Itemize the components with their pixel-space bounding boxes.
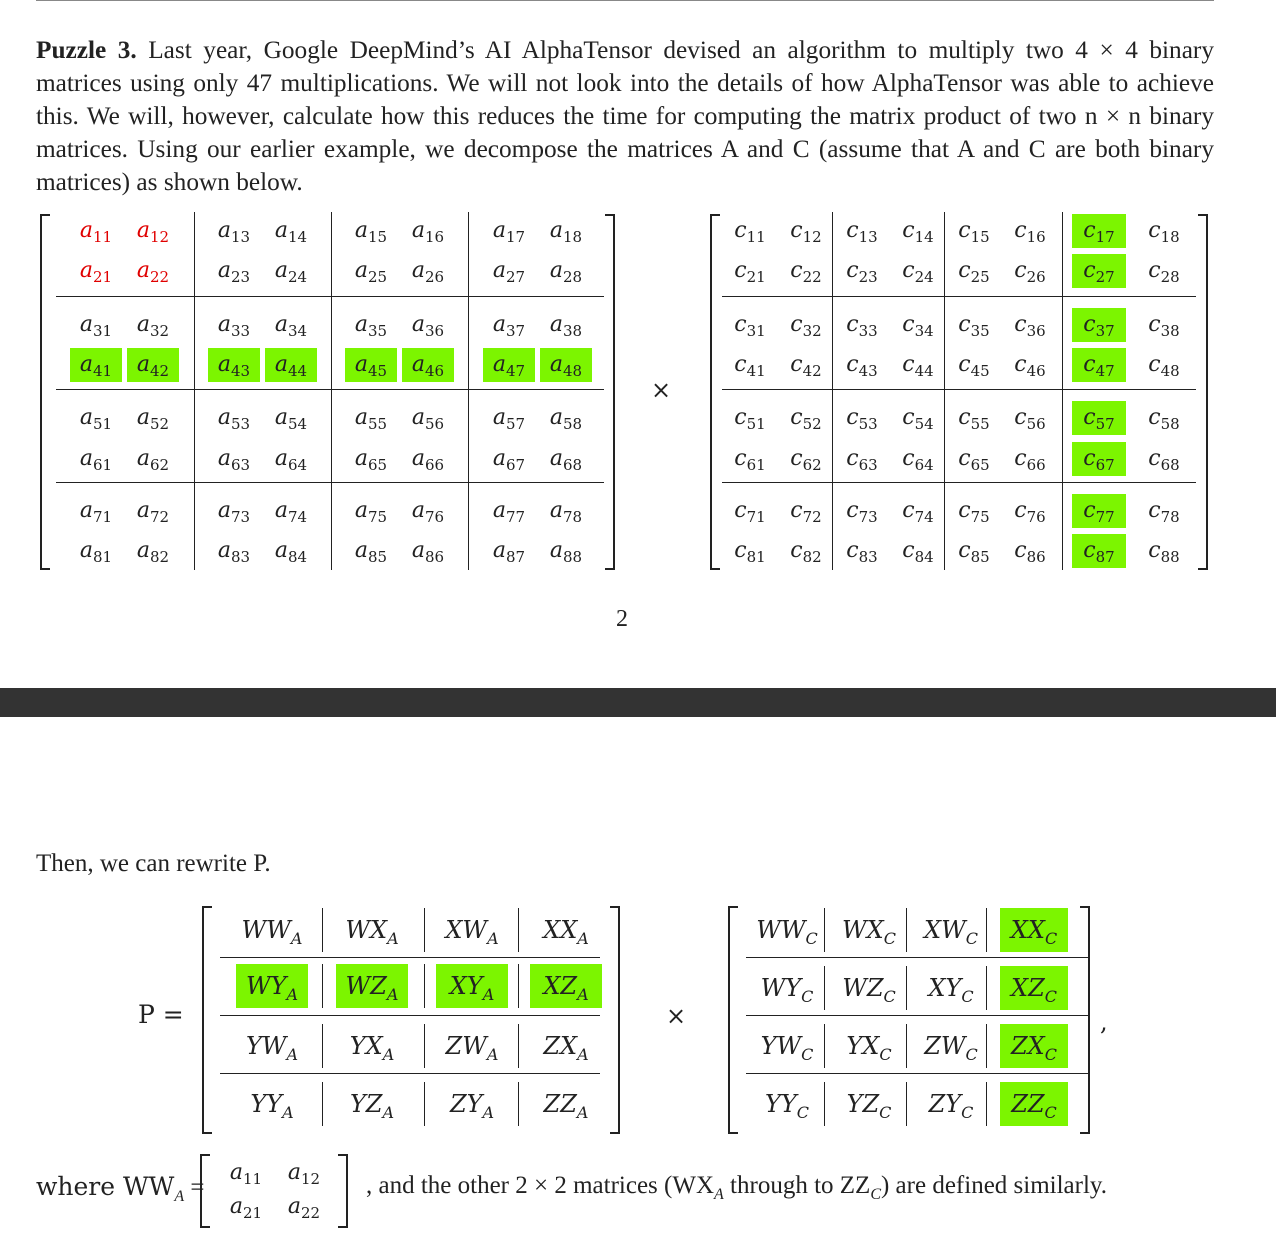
- matrix-a-left-bracket: [40, 214, 50, 570]
- matrix-a-cell: $a_{56}$: [411, 405, 445, 433]
- matrix-c-cell: $c_{47}$: [1072, 348, 1126, 382]
- block-a-vsep: [424, 1024, 425, 1068]
- block-c-hsep: [746, 1015, 1088, 1016]
- matrix-a-cell: $a_{27}$: [492, 258, 526, 286]
- matrix-a-cell: $a_{36}$: [411, 312, 445, 340]
- matrix-a-cell: $a_{71}$: [79, 498, 113, 526]
- matrix-a-cell: $a_{72}$: [136, 498, 170, 526]
- matrix-a-cell: $a_{42}$: [127, 348, 179, 382]
- matrix-a-cell: $a_{44}$: [265, 348, 317, 382]
- block-a-vsep: [518, 1024, 519, 1068]
- ww-matrix-cell: $a_{11}$: [229, 1160, 263, 1188]
- matrix-c-cell: $c_{86}$: [1014, 538, 1046, 566]
- matrix-a-cell: $a_{74}$: [274, 498, 308, 526]
- matrix-a-cell: $a_{35}$: [354, 312, 388, 340]
- matrix-a-cell: $a_{86}$: [411, 538, 445, 566]
- top-rule: [36, 0, 1214, 1]
- matrix-c-cell: $c_{41}$: [734, 352, 766, 380]
- matrix-c-right-bracket: [1198, 214, 1208, 570]
- matrix-a-cell: $a_{53}$: [217, 405, 251, 433]
- tail-text-1: , and the other 2 × 2 matrices (WX: [366, 1172, 715, 1199]
- matrix-a-cell: $a_{66}$: [411, 446, 445, 474]
- block-c-cell: $WW_C$: [756, 916, 818, 948]
- matrix-a-cell: $a_{24}$: [274, 258, 308, 286]
- matrix-c-cell: $c_{25}$: [958, 258, 990, 286]
- matrix-a-cell: $a_{32}$: [136, 312, 170, 340]
- matrix-c-cell: $c_{51}$: [734, 405, 766, 433]
- block-c-cell: $YW_C$: [760, 1032, 814, 1064]
- matrix-c-cell: $c_{55}$: [958, 405, 990, 433]
- block-a-cell: $XW_A$: [445, 916, 499, 948]
- matrix-c-cell: $c_{64}$: [902, 446, 934, 474]
- tail-sub-2: C: [870, 1186, 881, 1203]
- matrix-c-cell: $c_{82}$: [790, 538, 822, 566]
- tail-text-3: ) are defined similarly.: [880, 1172, 1108, 1199]
- matrix-c-cell: $c_{68}$: [1148, 446, 1180, 474]
- block-a-cell: $YZ_A$: [349, 1090, 395, 1122]
- block-a-vsep: [322, 964, 323, 1008]
- matrix-c-cell: $c_{52}$: [790, 405, 822, 433]
- block-a-cell: $YY_A$: [250, 1090, 294, 1122]
- tail-text-2: through to ZZ: [723, 1172, 871, 1199]
- matrix-c-cell: $c_{81}$: [734, 538, 766, 566]
- matrix-a-cell: $a_{11}$: [79, 218, 113, 246]
- matrix-a-cell: $a_{15}$: [354, 218, 388, 246]
- block-c-hsep: [746, 1073, 1088, 1074]
- matrix-a-cell: $a_{26}$: [411, 258, 445, 286]
- matrix-c-vsep: [832, 212, 833, 570]
- matrix-c-hsep: [722, 389, 1196, 390]
- block-c-cell: $YY_C$: [765, 1090, 809, 1122]
- matrix-a-vsep: [331, 212, 332, 570]
- matrix-c-hsep: [722, 482, 1196, 483]
- block-c-vsep: [906, 1082, 907, 1126]
- block-c-cell: $WX_C$: [841, 916, 896, 948]
- block-a-cell: $XX_A$: [543, 916, 589, 948]
- matrix-a-cell: $a_{65}$: [354, 446, 388, 474]
- matrix-c-cell: $c_{12}$: [790, 218, 822, 246]
- matrix-c-cell: $c_{44}$: [902, 352, 934, 380]
- block-a-vsep: [322, 1024, 323, 1068]
- block-a-cell: $ZY_A$: [449, 1090, 495, 1122]
- matrix-c-cell: $c_{15}$: [958, 218, 990, 246]
- matrix-c-cell: $c_{71}$: [734, 498, 766, 526]
- matrix-c-cell: $c_{61}$: [734, 446, 766, 474]
- matrix-c-cell: $c_{18}$: [1148, 218, 1180, 246]
- matrix-c-cell: $c_{85}$: [958, 538, 990, 566]
- matrix-c-cell: $c_{76}$: [1014, 498, 1046, 526]
- matrix-a-cell: $a_{87}$: [492, 538, 526, 566]
- block-c-cell: $WY_C$: [760, 974, 814, 1006]
- then-text: Then, we can rewrite P.: [36, 850, 271, 877]
- block-a-cell: $XY_A$: [436, 964, 508, 1008]
- matrix-c-cell: $c_{23}$: [846, 258, 878, 286]
- matrix-c-cell: $c_{75}$: [958, 498, 990, 526]
- matrix-a-cell: $a_{22}$: [136, 258, 170, 286]
- block-c-vsep: [906, 1024, 907, 1068]
- matrix-a-cell: $a_{57}$: [492, 405, 526, 433]
- matrix-a-cell: $a_{58}$: [549, 405, 583, 433]
- block-a-vsep: [322, 908, 323, 952]
- matrix-a-cell: $a_{16}$: [411, 218, 445, 246]
- block-c-vsep: [986, 1024, 987, 1068]
- matrix-c-cell: $c_{36}$: [1014, 312, 1046, 340]
- matrix-c-cell: $c_{35}$: [958, 312, 990, 340]
- where-text: where WW: [36, 1172, 175, 1201]
- matrix-a-cell: $a_{37}$: [492, 312, 526, 340]
- block-a-cell: $YX_A$: [349, 1032, 395, 1064]
- where-label: [36, 1172, 205, 1206]
- matrix-c-cell: $c_{21}$: [734, 258, 766, 286]
- block-c-cell: $XW_C$: [923, 916, 978, 948]
- block-c-cell: $YX_C$: [846, 1032, 892, 1064]
- matrix-a-cell: $a_{61}$: [79, 446, 113, 474]
- matrix-a-hsep: [56, 389, 604, 390]
- block-a-cell: $WY_A$: [236, 964, 308, 1008]
- matrix-a-cell: $a_{64}$: [274, 446, 308, 474]
- block-a-cell: $WW_A$: [241, 916, 303, 948]
- where-eq: =: [190, 1174, 205, 1201]
- tail-sub-1: A: [714, 1186, 724, 1203]
- matrix-a-cell: $a_{21}$: [79, 258, 113, 286]
- matrix-a-cell: $a_{13}$: [217, 218, 251, 246]
- matrix-a-cell: $a_{51}$: [79, 405, 113, 433]
- ww-matrix-cell: $a_{12}$: [287, 1160, 321, 1188]
- matrix-a-right-bracket: [605, 214, 615, 570]
- block-c-left-bracket: [728, 906, 738, 1134]
- page-number: 2: [616, 606, 628, 632]
- matrix-a-hsep: [56, 482, 604, 483]
- block-a-cell: $ZX_A$: [543, 1032, 589, 1064]
- matrix-c-cell: $c_{28}$: [1148, 258, 1180, 286]
- where-sub: A: [174, 1188, 185, 1205]
- matrix-c-cell: $c_{54}$: [902, 405, 934, 433]
- matrix-c-cell: $c_{32}$: [790, 312, 822, 340]
- matrix-c-cell: $c_{84}$: [902, 538, 934, 566]
- block-c-cell: $ZZ_C$: [1000, 1082, 1068, 1126]
- page-divider: [0, 688, 1276, 717]
- matrix-a-cell: $a_{88}$: [549, 538, 583, 566]
- matrix-a-cell: $a_{48}$: [540, 348, 592, 382]
- matrix-c-cell: $c_{77}$: [1072, 494, 1126, 528]
- matrix-c-cell: $c_{74}$: [902, 498, 934, 526]
- puzzle-text: Last year, Google DeepMind’s AI AlphaTensor devised an algorithm to multiply two 4 × 4 binary matrices using only 47 multiplications. We will not look into the details of how AlphaTensor was able to achieve this. We will, however, calculate how this reduces the time for computing the matrix product of two n × n binary matrices. Using our earlier example, we decompose the matrices A and C (assume that A and C are both binary matrices) as shown below.: [36, 36, 1214, 196]
- block-a-hsep: [220, 1015, 600, 1016]
- matrix-a-cell: $a_{85}$: [354, 538, 388, 566]
- matrix-c-cell: $c_{73}$: [846, 498, 878, 526]
- matrix-a-cell: $a_{45}$: [345, 348, 397, 382]
- matrix-a-cell: $a_{12}$: [136, 218, 170, 246]
- tail-text: [366, 1172, 1107, 1204]
- block-c-cell: $YZ_C$: [846, 1090, 892, 1122]
- block-c-vsep: [824, 1024, 825, 1068]
- matrix-a-cell: $a_{34}$: [274, 312, 308, 340]
- matrix-a-cell: $a_{23}$: [217, 258, 251, 286]
- block-a-vsep: [424, 1082, 425, 1126]
- block-c-vsep: [986, 1082, 987, 1126]
- block-a-vsep: [322, 1082, 323, 1126]
- block-c-vsep: [906, 966, 907, 1010]
- block-a-vsep: [518, 908, 519, 952]
- puzzle-paragraph: [36, 34, 1214, 199]
- matrix-a-cell: $a_{18}$: [549, 218, 583, 246]
- block-a-vsep: [518, 964, 519, 1008]
- block-a-cell: $WX_A$: [345, 916, 399, 948]
- block-c-vsep: [986, 966, 987, 1010]
- matrix-c-cell: $c_{22}$: [790, 258, 822, 286]
- block-a-hsep: [220, 1073, 600, 1074]
- matrix-c-cell: $c_{78}$: [1148, 498, 1180, 526]
- matrix-c-cell: $c_{17}$: [1072, 214, 1126, 248]
- block-c-cell: $XY_C$: [928, 974, 974, 1006]
- block-c-vsep: [986, 908, 987, 952]
- block-a-vsep: [518, 1082, 519, 1126]
- matrix-a-cell: $a_{43}$: [208, 348, 260, 382]
- matrix-c-cell: $c_{58}$: [1148, 405, 1180, 433]
- matrix-c-cell: $c_{38}$: [1148, 312, 1180, 340]
- matrix-a-cell: $a_{54}$: [274, 405, 308, 433]
- matrix-c-cell: $c_{34}$: [902, 312, 934, 340]
- matrix-a-cell: $a_{81}$: [79, 538, 113, 566]
- matrix-c-cell: $c_{88}$: [1148, 538, 1180, 566]
- matrix-c-vsep: [1062, 212, 1063, 570]
- matrix-a-cell: $a_{33}$: [217, 312, 251, 340]
- matrix-c-cell: $c_{67}$: [1072, 442, 1126, 476]
- matrix-c-cell: $c_{37}$: [1072, 308, 1126, 342]
- block-c-vsep: [824, 966, 825, 1010]
- trailing-comma: ,: [1100, 1008, 1108, 1036]
- matrix-a-cell: $a_{83}$: [217, 538, 251, 566]
- matrix-a-cell: $a_{63}$: [217, 446, 251, 474]
- block-c-vsep: [906, 908, 907, 952]
- matrix-c-left-bracket: [710, 214, 720, 570]
- matrix-c-cell: $c_{45}$: [958, 352, 990, 380]
- block-c-cell: $ZW_C$: [924, 1032, 978, 1064]
- matrix-a-cell: $a_{17}$: [492, 218, 526, 246]
- matrix-a-cell: $a_{62}$: [136, 446, 170, 474]
- matrix-c-cell: $c_{83}$: [846, 538, 878, 566]
- matrix-c-cell: $c_{13}$: [846, 218, 878, 246]
- matrix-c-cell: $c_{31}$: [734, 312, 766, 340]
- matrix-a-vsep: [194, 212, 195, 570]
- matrix-a-cell: $a_{47}$: [483, 348, 535, 382]
- matrix-a-cell: $a_{76}$: [411, 498, 445, 526]
- matrix-a-cell: $a_{31}$: [79, 312, 113, 340]
- matrix-c-cell: $c_{63}$: [846, 446, 878, 474]
- block-c-right-bracket: [1080, 906, 1090, 1134]
- block-a-cell: $XZ_A$: [530, 964, 602, 1008]
- block-a-vsep: [424, 908, 425, 952]
- matrix-a-cell: $a_{82}$: [136, 538, 170, 566]
- matrix-c-vsep: [944, 212, 945, 570]
- matrix-a-cell: $a_{67}$: [492, 446, 526, 474]
- matrix-c-cell: $c_{43}$: [846, 352, 878, 380]
- matrix-a-cell: $a_{41}$: [70, 348, 122, 382]
- matrix-a-cell: $a_{14}$: [274, 218, 308, 246]
- matrix-c-cell: $c_{11}$: [734, 218, 766, 246]
- matrix-a-cell: $a_{28}$: [549, 258, 583, 286]
- block-c-cell: $XX_C$: [1000, 908, 1068, 952]
- ww-matrix-cell: $a_{22}$: [287, 1194, 321, 1222]
- times-symbol-1: ×: [651, 376, 672, 404]
- matrix-c-cell: $c_{53}$: [846, 405, 878, 433]
- block-a-right-bracket: [610, 906, 620, 1134]
- block-c-cell: $ZY_C$: [928, 1090, 974, 1122]
- matrix-a-cell: $a_{75}$: [354, 498, 388, 526]
- matrix-c-cell: $c_{65}$: [958, 446, 990, 474]
- block-a-vsep: [424, 964, 425, 1008]
- matrix-c-cell: $c_{66}$: [1014, 446, 1046, 474]
- matrix-a-cell: $a_{78}$: [549, 498, 583, 526]
- block-c-hsep: [746, 957, 1088, 958]
- block-a-cell: $ZW_A$: [445, 1032, 499, 1064]
- matrix-c-cell: $c_{57}$: [1072, 401, 1126, 435]
- matrix-a-cell: $a_{38}$: [549, 312, 583, 340]
- p-label: P =: [138, 1000, 184, 1029]
- matrix-a-hsep: [56, 296, 604, 297]
- matrix-a-cell: $a_{77}$: [492, 498, 526, 526]
- block-a-cell: $YW_A$: [245, 1032, 299, 1064]
- matrix-c-cell: $c_{14}$: [902, 218, 934, 246]
- block-c-vsep: [824, 908, 825, 952]
- block-c-cell: $WZ_C$: [842, 974, 896, 1006]
- matrix-c-cell: $c_{62}$: [790, 446, 822, 474]
- block-a-hsep: [220, 957, 600, 958]
- matrix-a-cell: $a_{55}$: [354, 405, 388, 433]
- block-a-cell: $WZ_A$: [336, 964, 408, 1008]
- matrix-a-cell: $a_{25}$: [354, 258, 388, 286]
- times-symbol-2: ×: [666, 1002, 687, 1030]
- matrix-c-cell: $c_{56}$: [1014, 405, 1046, 433]
- matrix-a-cell: $a_{84}$: [274, 538, 308, 566]
- block-c-cell: $XZ_C$: [1000, 966, 1068, 1010]
- puzzle-title: Puzzle 3.: [36, 36, 137, 64]
- block-c-cell: $ZX_C$: [1000, 1024, 1068, 1068]
- matrix-c-cell: $c_{27}$: [1072, 254, 1126, 288]
- matrix-c-cell: $c_{87}$: [1072, 534, 1126, 568]
- matrix-a-cell: $a_{68}$: [549, 446, 583, 474]
- matrix-a-vsep: [468, 212, 469, 570]
- block-c-vsep: [824, 1082, 825, 1126]
- ww-matrix-cell: $a_{21}$: [229, 1194, 263, 1222]
- matrix-c-cell: $c_{72}$: [790, 498, 822, 526]
- matrix-c-cell: $c_{42}$: [790, 352, 822, 380]
- matrix-c-hsep: [722, 296, 1196, 297]
- matrix-c-cell: $c_{24}$: [902, 258, 934, 286]
- matrix-c-cell: $c_{16}$: [1014, 218, 1046, 246]
- matrix-a-cell: $a_{52}$: [136, 405, 170, 433]
- matrix-c-cell: $c_{26}$: [1014, 258, 1046, 286]
- block-a-left-bracket: [202, 906, 212, 1134]
- ww-matrix-right-bracket: [338, 1154, 348, 1228]
- ww-matrix-left-bracket: [200, 1154, 210, 1228]
- block-a-cell: $ZZ_A$: [543, 1090, 589, 1122]
- matrix-a-cell: $a_{73}$: [217, 498, 251, 526]
- matrix-a-cell: $a_{46}$: [402, 348, 454, 382]
- matrix-c-cell: $c_{46}$: [1014, 352, 1046, 380]
- matrix-c-cell: $c_{48}$: [1148, 352, 1180, 380]
- matrix-c-cell: $c_{33}$: [846, 312, 878, 340]
